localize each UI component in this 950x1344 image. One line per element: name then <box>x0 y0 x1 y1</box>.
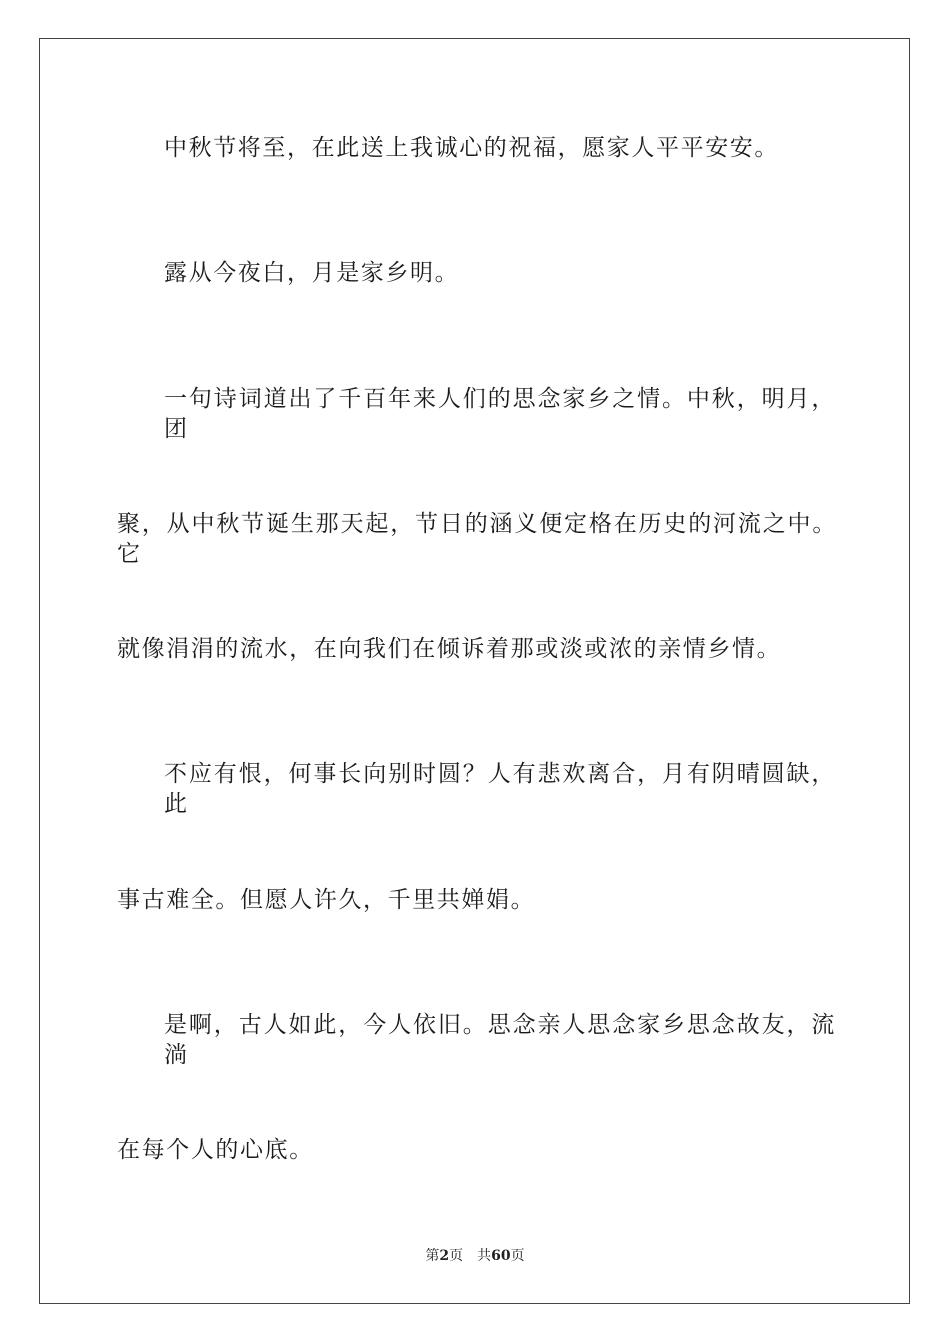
paragraph-line: 中秋节将至，在此送上我诚心的祝福，愿家人平平安安。 <box>164 135 779 161</box>
footer-page-prefix: 第 <box>425 1248 440 1264</box>
paragraph-line: 不应有恨，何事长向别时圆？人有悲欢离合，月有阴晴圆缺，此 <box>164 761 836 817</box>
footer-page-number: 2 <box>439 1248 450 1264</box>
paragraph-line: 事古难全。但愿人许久，千里共婵娟。 <box>117 887 536 913</box>
paragraph-line: 是啊，古人如此，今人依旧。思念亲人思念家乡思念故友，流淌 <box>164 1012 836 1068</box>
footer-total-prefix: 共 <box>477 1248 492 1264</box>
page-border <box>39 38 910 1304</box>
page-footer <box>0 1247 950 1265</box>
paragraph-line: 聚，从中秋节诞生那天起，节日的涵义便定格在历史的河流之中。它 <box>117 511 837 567</box>
paragraph-line: 露从今夜白，月是家乡明。 <box>164 260 460 286</box>
paragraph-line: 一句诗词道出了千百年来人们的思念家乡之情。中秋，明月，团 <box>164 386 836 442</box>
footer-total-pages: 60 <box>491 1248 511 1264</box>
paragraph-line: 就像涓涓的流水，在向我们在倾诉着那或淡或浓的亲情乡情。 <box>117 636 782 662</box>
footer-total-suffix: 页 <box>510 1248 525 1264</box>
footer-page-suffix: 页 <box>449 1248 464 1264</box>
paragraph-line: 在每个人的心底。 <box>117 1137 314 1163</box>
